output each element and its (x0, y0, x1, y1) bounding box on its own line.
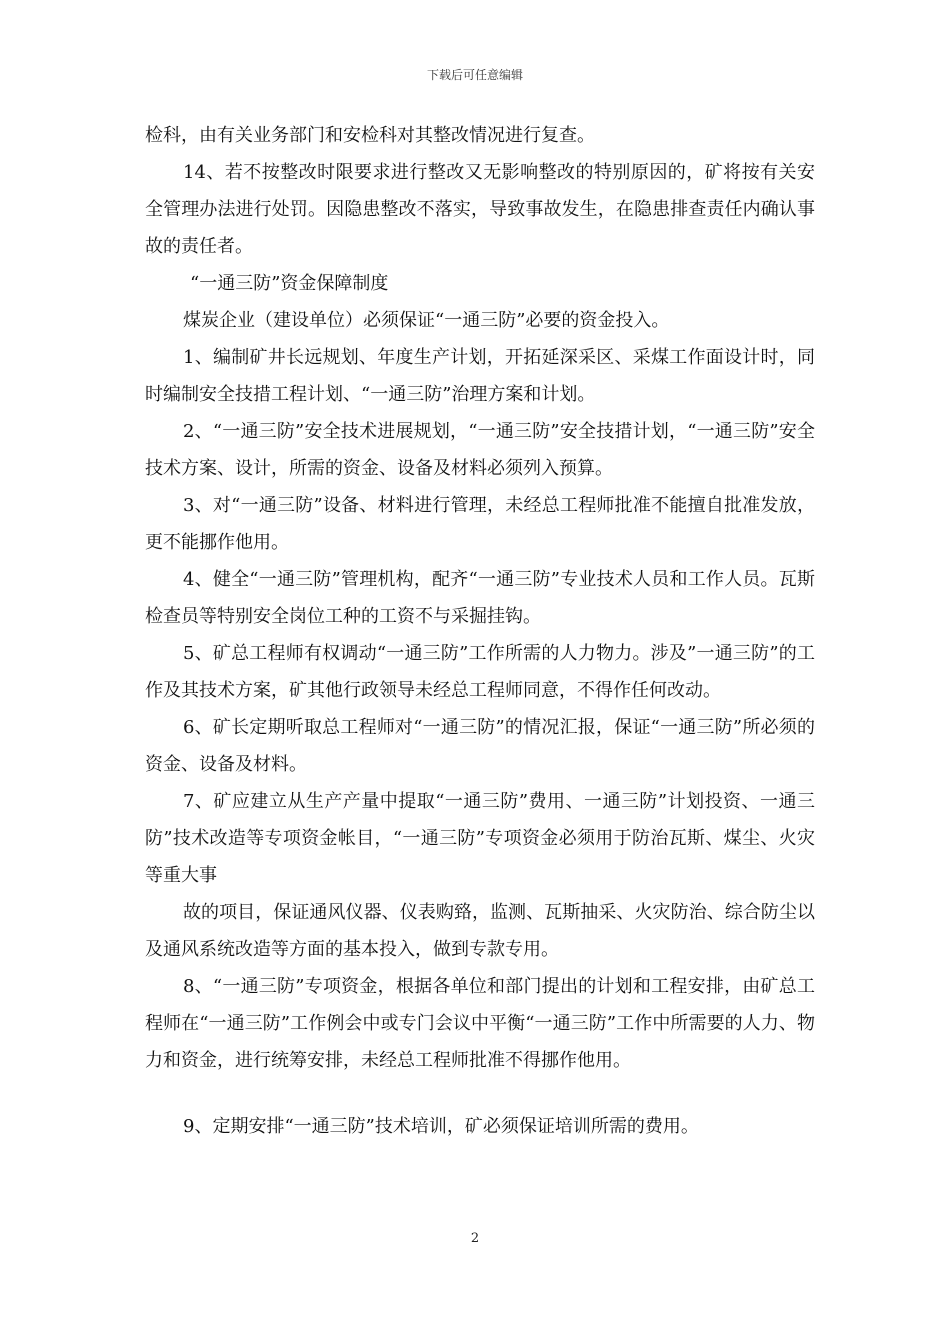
page-number: 2 (470, 1231, 480, 1246)
paragraph-9: 9、定期安排“一通三防”技术培训，矿必须保证培训所需的费用。 (183, 1116, 699, 1137)
paragraph-4: 4、健全“一通三防”管理机构，配齐“一通三防”专业技术人员和工作人员。瓦斯检查员等特别安全岗位工种的工资不与采掘挂钩。 (145, 569, 815, 627)
paragraph-8: 8、“一通三防”专项资金，根据各单位和部门提出的计划和工程安排，由矿总工程师在“一通三防”工作例会中或专门会议中平衡“一通三防”工作中所需要的人力、物力和资金，进行统筹安排，未经总工程师批准不得挪作他用。 (145, 976, 815, 1071)
paragraph-intro: 煤炭企业（建设单位）必须保证“一通三防”必要的资金投入。 (183, 310, 670, 331)
section-heading: “一通三防”资金保障制度 (190, 273, 389, 294)
paragraph-7-continued: 故的项目，保证通风仪器、仪表购臵，监测、瓦斯抽采、火灾防治、综合防尘以及通风系统改造等方面的基本投入，做到专款专用。 (145, 902, 815, 960)
page-header-note: 下载后可任意编辑 (426, 68, 523, 82)
paragraph-1: 1、编制矿井长远规划、年度生产计划，开拓延深采区、采煤工作面设计时，同时编制安全技措工程计划、“一通三防”治理方案和计划。 (145, 347, 815, 405)
paragraph-7: 7、矿应建立从生产产量中提取“一通三防”费用、一通三防”计划投资、一通三防”技术改造等专项资金帐目，“一通三防”专项资金必须用于防治瓦斯、煤尘、火灾等重大事 (145, 791, 815, 886)
paragraph-lead: 检科，由有关业务部门和安检科对其整改情况进行复查。 (145, 125, 595, 146)
paragraph-2: 2、“一通三防”安全技术进展规划，“一通三防”安全技措计划，“一通三防”安全技术方案、设计，所需的资金、设备及材料必须列入预算。 (145, 421, 815, 479)
paragraph-3: 3、对“一通三防”设备、材料进行管理，未经总工程师批准不能擅自批准发放，更不能挪作他用。 (145, 495, 815, 553)
paragraph-6: 6、矿长定期听取总工程师对“一通三防”的情况汇报，保证“一通三防”所必须的资金、设备及材料。 (145, 717, 815, 775)
paragraph-5: 5、矿总工程师有权调动“一通三防”工作所需的人力物力。涉及”一通三防”的工作及其技术方案，矿其他行政领导未经总工程师同意，不得作任何改动。 (145, 643, 815, 701)
paragraph-14: 14、若不按整改时限要求进行整改又无影响整改的特别原因的，矿将按有关安全管理办法进行处罚。因隐患整改不落实，导致事故发生，在隐患排查责任内确认事故的责任者。 (145, 162, 815, 257)
document-body (145, 117, 815, 1145)
